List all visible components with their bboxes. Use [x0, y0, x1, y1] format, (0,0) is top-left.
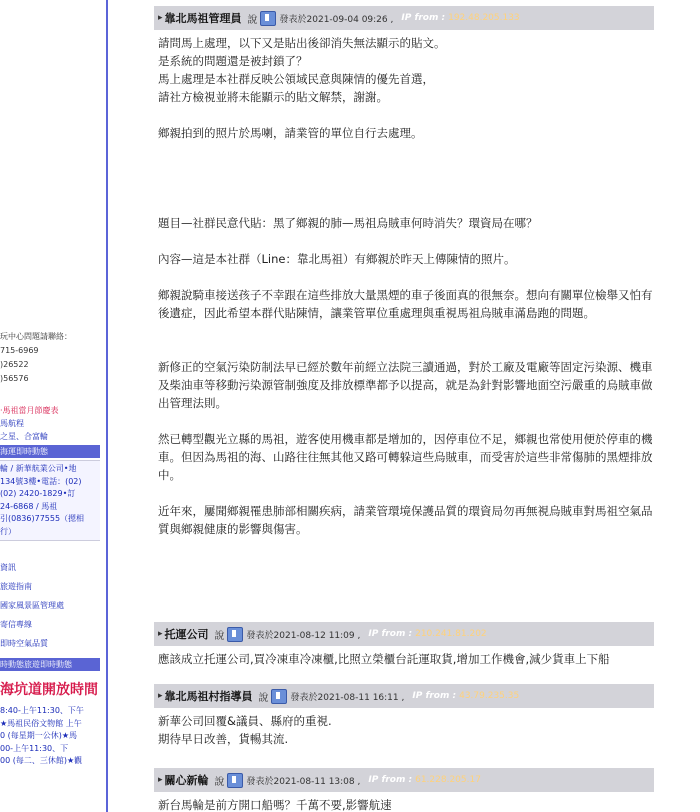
comment-gap — [158, 142, 654, 214]
comment — [154, 684, 654, 748]
hours-line: 00 (每二、三休館)★觀 — [0, 756, 83, 765]
sidebar-link-air-quality[interactable]: 即時空氣品質 — [0, 639, 48, 648]
contact-line: 715-6969 — [0, 346, 39, 355]
shipping-line: 引(0836)77555（摁相 — [0, 514, 85, 523]
sidebar-heading-shipping: 海運即時動態 — [0, 445, 100, 458]
ip-address: 61.228.205.17 — [415, 775, 481, 785]
comment-header — [154, 622, 654, 646]
sidebar-link-guide[interactable]: 旅遊指南 — [0, 582, 32, 591]
comment-gap — [158, 412, 654, 430]
sidebar-shipping-info — [0, 460, 100, 541]
comment-date: 發表於2021-08-12 11:09 , — [246, 630, 361, 641]
shipping-line: (02) 2420-1829•訂 — [0, 489, 76, 498]
said-label: 說 — [214, 776, 225, 788]
comment-line: 鄉親拍到的照片於馬喇，請業管的單位自行去處理。 — [158, 126, 423, 140]
comment-author[interactable]: 托運公司 — [164, 628, 209, 641]
thumbs-up-icon[interactable] — [260, 11, 276, 26]
comment-line: 應該成立托運公司,買冷凍車冷凍櫃,比照立榮櫃台託運取貨,增加工作機會,減少貨車上下船 — [158, 652, 610, 666]
sidebar-contact — [0, 330, 100, 386]
comment-header — [154, 768, 654, 792]
comment-gap — [158, 106, 654, 124]
sidebar-heading-realtime: 時動態旅遊即時動態 — [0, 658, 100, 671]
comment-line: 期待早日改善，貨暢其流. — [158, 732, 289, 746]
shipping-line: 行） — [0, 526, 16, 536]
said-label: 說 — [214, 630, 225, 642]
comment-header — [154, 684, 654, 708]
hours-line: 00-上午11:30、下 — [0, 743, 69, 753]
comment-date: 發表於2021-08-11 16:11 , — [290, 692, 405, 703]
comment-date: 發表於2021-09-04 09:26 , — [279, 14, 394, 25]
sidebar-links — [0, 404, 100, 768]
arrow-icon: ▸ — [158, 13, 163, 23]
said-label: 說 — [258, 692, 269, 704]
comment-body — [154, 34, 654, 538]
comment-gap — [158, 484, 654, 502]
hours-line: 8:40-上午11:30、下午 — [0, 706, 84, 715]
left-sidebar — [0, 0, 109, 812]
hours-line: 0 (每星期一公休)★馬 — [0, 731, 78, 740]
arrow-icon: ▸ — [158, 629, 163, 639]
ip-label: IP from : — [368, 629, 413, 639]
comment-paragraph: 鄉親說騎車接送孩子不幸跟在這些排放大量黑煙的車子後面真的很無奈。想向有關單位檢舉又怕有後遺症，因此希望本群代貼陳情，讓業管單位重處理與重視馬祖烏賊車滿島跑的問題。 — [158, 288, 653, 320]
thumbs-up-icon[interactable] — [271, 689, 287, 704]
comment-date: 發表於2021-08-11 13:08 , — [246, 776, 361, 787]
comment-gap — [158, 268, 654, 286]
shipping-line: 134號3樓•電話：(02) — [0, 476, 82, 486]
sidebar-link-calendar[interactable]: ·馬祖當月節慶表 — [0, 406, 59, 415]
comment-body — [154, 712, 654, 748]
said-label: 說 — [247, 14, 258, 26]
comment — [154, 768, 654, 812]
comment-paragraph: 新修正的空氣污染防制法早已經於數年前經立法院三讀通過，對於工廠及電廠等固定污染源、機車及柴油車等移動污染源管制強度及排放標準都予以提高，就是為針對影響地面空污嚴重的烏賊車做出管理法則。 — [158, 360, 653, 410]
sidebar-tunnel-title: 海坑道開放時間 — [0, 682, 98, 698]
comment-line: 新華公司回覆&議員、縣府的重視. — [158, 714, 332, 728]
sidebar-link-mail[interactable]: 寄信專線 — [0, 620, 32, 629]
sidebar-link-hotel[interactable]: 之星、合富輪 — [0, 432, 48, 441]
comment-author[interactable]: 靠北馬祖村指導員 — [164, 690, 253, 703]
comment-paragraph: 然已轉型觀光立縣的馬祖，遊客使用機車都是增加的，因停車位不足，鄉親也常使用便於停車的機車。但因為馬祖的海、山路往往無其他又路可轉躲這些烏賊車，而受害於這些非常傷肺的黑煙排放中。 — [158, 432, 653, 482]
ip-label: IP from : — [368, 775, 413, 785]
comment — [154, 622, 654, 668]
comment-body — [154, 650, 654, 668]
thumbs-up-icon[interactable] — [227, 627, 243, 642]
comment — [154, 6, 654, 538]
sidebar-link-scenic[interactable]: 國家風景區管理處 — [0, 601, 64, 610]
arrow-icon: ▸ — [158, 691, 163, 701]
ip-label: IP from : — [412, 691, 457, 701]
thumbs-up-icon[interactable] — [227, 773, 243, 788]
comment-line: 內容—這是本社群（Line：靠北馬祖）有鄉親於昨天上傳陳情的照片。 — [158, 252, 516, 266]
contact-line: 玩中心問題請聯絡： — [0, 332, 72, 341]
ip-address: 210.241.81.202 — [415, 629, 487, 639]
comment-line: 新台馬輪是前方開口船嗎？千萬不要,影響航速 — [158, 798, 392, 812]
comment-header — [154, 6, 654, 30]
shipping-line: 輪 / 新華航業公司•地 — [0, 464, 77, 473]
ip-label: IP from : — [401, 13, 446, 23]
shipping-line: 24-6868 / 馬祖 — [0, 501, 58, 511]
sidebar-link-air[interactable]: 馬航程 — [0, 419, 24, 428]
ip-address: 192.48.205.133 — [448, 13, 520, 23]
contact-line: )26522 — [0, 360, 29, 369]
comment-list — [108, 0, 700, 812]
arrow-icon: ▸ — [158, 775, 163, 785]
comment-gap — [158, 232, 654, 250]
ip-address: 43.79.235.35 — [459, 691, 520, 701]
comment-line: 題目—社群民意代貼：黑了鄉親的肺—馬祖烏賊車何時消失？環資局在哪？ — [158, 216, 538, 230]
contact-line: )56576 — [0, 374, 29, 383]
comment-paragraph: 近年來，屢聞鄉親罹患肺部相關疾病，請業管環境保護品質的環資局勿再無視烏賊車對馬祖空氣品質與鄉親健康的影響與傷害。 — [158, 504, 653, 536]
sidebar-hours — [0, 705, 100, 768]
comment-line: 請社方檢視並將未能顯示的貼文解禁，謝謝。 — [158, 90, 388, 104]
comment-author[interactable]: 靠北馬祖管理員 — [164, 12, 242, 25]
comment-line: 是系統的問題還是被封鎖了？ — [158, 54, 308, 68]
comment-gap — [158, 322, 654, 358]
comment-line: 馬上處理是本社群反映公領域民意與陳情的優先首選， — [158, 72, 434, 86]
hours-line: ★馬祖民俗文物館 上午 — [0, 718, 82, 728]
sidebar-link-info[interactable]: 資訊 — [0, 563, 16, 572]
comment-body — [154, 796, 654, 812]
comment-line: 請問馬上處理，以下又是貼出後卻消失無法顯示的貼文。 — [158, 36, 446, 50]
comment-author[interactable]: 關心新輪 — [164, 774, 209, 787]
